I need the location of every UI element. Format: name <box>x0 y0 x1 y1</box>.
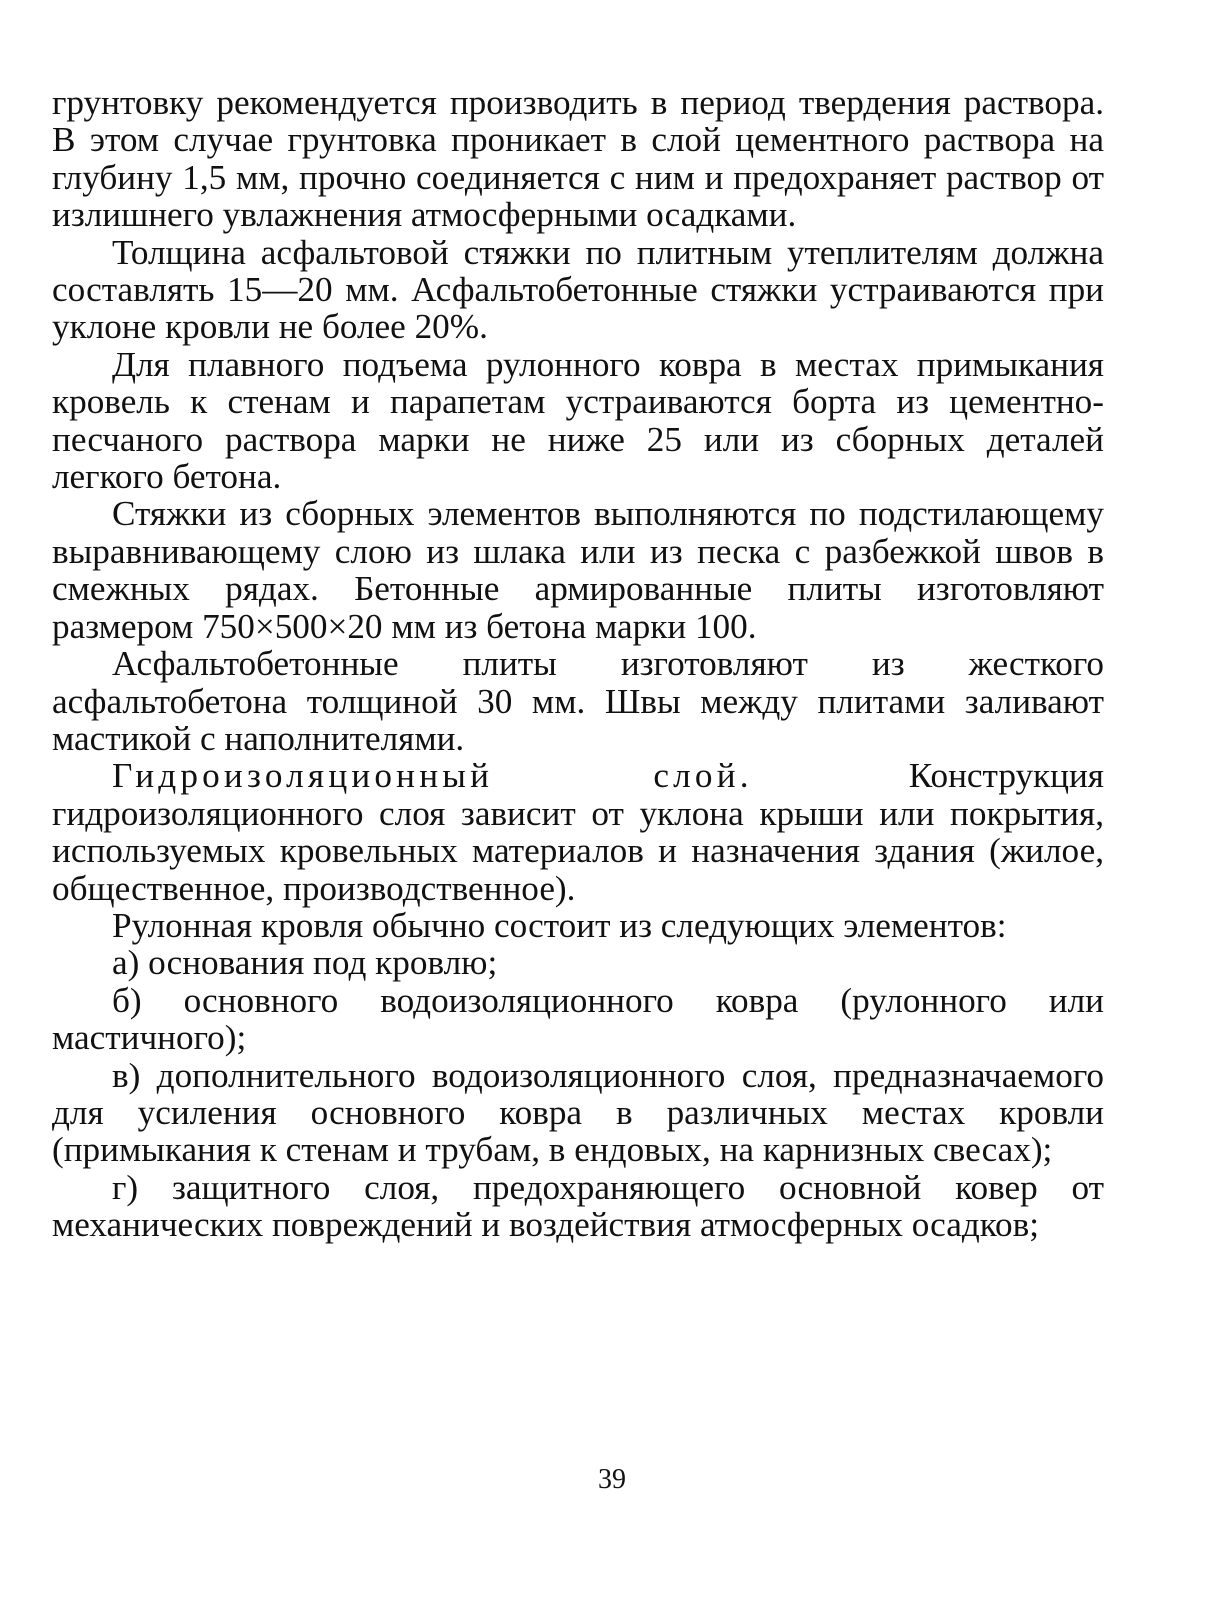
page-text <box>52 84 1104 1244</box>
paragraph-precast-screeds: Стяжки из сборных элементов выполняются по подстилающему выравнивающему слою из шлака или из песка с разбежкой швов в смежных рядах. Бетонные армированные плиты изготовляют размером 750×500×20 мм из бетона марки 100. <box>52 494 1104 646</box>
paragraph-primer-continuation: грунтовку рекомендуется производить в период твердения раствора. В этом случае грунтовка проникает в слой цементного раствора на глубину 1,5 мм, прочно соединяется с ним и предохраняет раствор от излишнего увлажнения атмосферными осадками. <box>52 83 1104 235</box>
paragraph-roll-carpet-lift: Для плавного подъема рулонного ковра в местах примыкания кровель к стенам и парапетам устраиваются борта из цементно-песчаного раствора марки не ниже 25 или из сборных деталей легкого бетона. <box>52 344 1104 497</box>
list-item-b: б) основного водоизоляционного ковра (рулонного или мастичного); <box>52 980 1104 1058</box>
section-heading: Гидроизоляционный слой. <box>112 756 753 796</box>
page-number: 39 <box>598 1464 626 1495</box>
list-item-g: г) защитного слоя, предохраняющего основной ковер от механических повреждений и воздействия атмосферных осадков; <box>52 1167 1104 1245</box>
paragraph-roll-roof-elements: Рулонная кровля обычно состоит из следующих элементов: <box>112 905 1007 945</box>
list-item-a: а) основания под кровлю; <box>112 943 498 983</box>
list-item-v: в) дополнительного водоизоляционного слоя, предназначаемого для усиления основного ковра в различных местах кровли (примыкания к стенам и трубам, в ендовых, на карнизных свесах); <box>52 1055 1104 1170</box>
paragraph-text: Конструкция гидроизоляционного слоя зависит от уклона крыши или покрытия, используемых кровельных материалов и назначения здания (жилое, общественное, производственное). <box>52 756 1104 908</box>
paragraph-asphalt-screed: Толщина асфальтовой стяжки по плитным утеплителям должна составлять 15—20 мм. Асфальтобетонные стяжки устраиваются при уклоне кровли не более 20%. <box>52 232 1104 347</box>
paragraph-asphalt-slabs: Асфальтобетонные плиты изготовляют из жесткого асфальтобетона толщиной 30 мм. Швы между плитами заливают мастикой с наполнителями. <box>52 644 1104 758</box>
paragraph-waterproofing-layer <box>52 757 1104 907</box>
